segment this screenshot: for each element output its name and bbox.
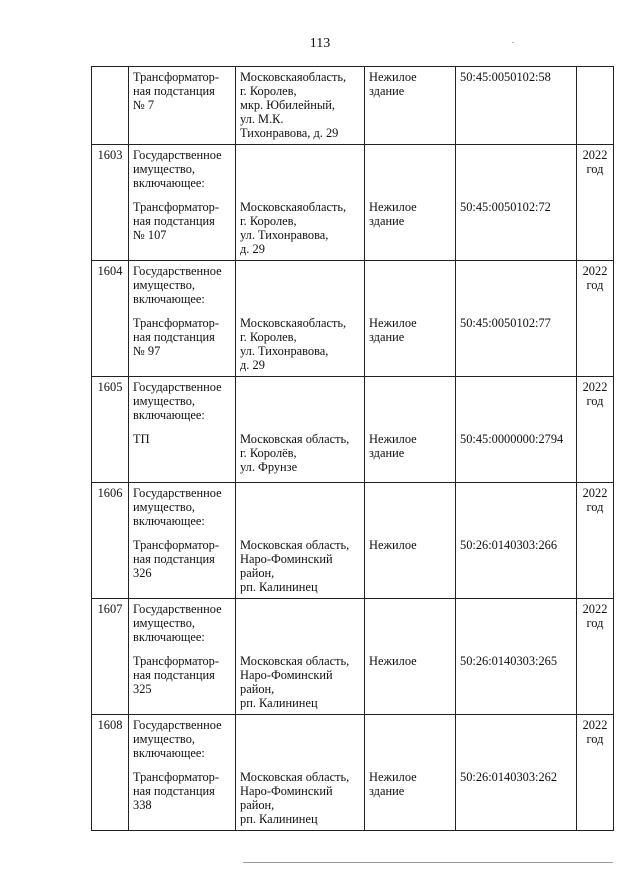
cell-cadastral (456, 599, 577, 715)
address-line: рп. Калининец (240, 580, 318, 594)
name-line: 338 (133, 798, 152, 812)
row-number: 1604 (97, 264, 123, 278)
year-line: 2022 (582, 264, 608, 278)
group-label (133, 148, 231, 190)
cell-cadastral (456, 67, 577, 145)
address-line: Московскаяобласть, (240, 200, 347, 214)
property-register-table (91, 66, 614, 831)
year-line: 2022 (582, 148, 608, 162)
name-line: ная подстанция (133, 552, 215, 566)
cell-spacer (240, 264, 360, 316)
cell-type (365, 261, 456, 377)
cell-address (236, 483, 365, 599)
table-row (92, 483, 614, 599)
address-line: Московская область, (240, 432, 350, 446)
cell-address (236, 377, 365, 483)
group-line: имущество, (133, 162, 195, 176)
table-row (92, 145, 614, 261)
cell-number (92, 715, 129, 831)
type-line: Нежилое (369, 432, 417, 446)
cell-name (129, 377, 236, 483)
cell-name (129, 715, 236, 831)
type-line: здание (369, 84, 405, 98)
address-line: Московскаяобласть, (240, 70, 347, 84)
table-row (92, 377, 614, 483)
cell-number (92, 261, 129, 377)
address-line: ул. Фрунзе (240, 460, 298, 474)
type-line: Нежилое (369, 538, 417, 552)
group-line: Государственное (133, 264, 222, 278)
table-row (92, 261, 614, 377)
cadastral-number: 50:26:0140303:265 (460, 654, 558, 668)
name-line: ная подстанция (133, 214, 215, 228)
name-line: ная подстанция (133, 784, 215, 798)
cadastral-number: 50:45:0050102:72 (460, 200, 551, 214)
cell-type (365, 715, 456, 831)
cadastral-number: 50:45:0000000:2794 (460, 432, 564, 446)
cell-spacer (460, 718, 572, 770)
cell-address (236, 599, 365, 715)
table-row (92, 599, 614, 715)
cell-cadastral (456, 483, 577, 599)
group-line: включающее: (133, 176, 205, 190)
cell-spacer (369, 486, 451, 538)
address-line: мкр. Юбилейный, (240, 98, 335, 112)
group-line: Государственное (133, 486, 222, 500)
year-line: 2022 (582, 486, 608, 500)
year-line: 2022 (582, 718, 608, 732)
group-label (133, 718, 231, 760)
type-line: Нежилое (369, 200, 417, 214)
address-line: Наро-Фоминский (240, 668, 333, 682)
cell-cadastral (456, 261, 577, 377)
cell-address (236, 261, 365, 377)
address-line: г. Королёв, (240, 446, 297, 460)
cell-spacer (460, 380, 572, 432)
address-line: район, (240, 798, 275, 812)
cell-year (577, 145, 614, 261)
type-line: здание (369, 446, 405, 460)
year-line: год (586, 500, 604, 514)
cell-address (236, 715, 365, 831)
cell-year (577, 715, 614, 831)
type-line: Нежилое (369, 316, 417, 330)
name-line: 325 (133, 682, 152, 696)
cell-spacer (240, 380, 360, 432)
address-line: г. Королев, (240, 214, 297, 228)
address-line: Московская область, (240, 654, 350, 668)
name-line: Трансформатор- (133, 316, 220, 330)
group-line: имущество, (133, 732, 195, 746)
row-number: 1607 (97, 602, 123, 616)
address-line: рп. Калининец (240, 812, 318, 826)
cell-spacer (369, 718, 451, 770)
group-line: включающее: (133, 292, 205, 306)
address-line: д. 29 (240, 242, 265, 256)
cell-type (365, 145, 456, 261)
page-number: 113 (309, 36, 331, 51)
row-number: 1603 (97, 148, 123, 162)
cell-name (129, 67, 236, 145)
name-line: Трансформатор- (133, 70, 220, 84)
row-number: 1606 (97, 486, 123, 500)
cell-year (577, 377, 614, 483)
type-line: Нежилое (369, 654, 417, 668)
table-body (92, 67, 614, 831)
year-line: год (586, 394, 604, 408)
cell-type (365, 67, 456, 145)
cell-cadastral (456, 715, 577, 831)
cell-name (129, 261, 236, 377)
group-line: имущество, (133, 616, 195, 630)
name-line: Трансформатор- (133, 538, 220, 552)
group-line: Государственное (133, 148, 222, 162)
group-line: включающее: (133, 746, 205, 760)
cell-number (92, 67, 129, 145)
cadastral-number: 50:45:0050102:77 (460, 316, 551, 330)
group-line: включающее: (133, 408, 205, 422)
table-row (92, 715, 614, 831)
type-line: Нежилое (369, 770, 417, 784)
group-label (133, 264, 231, 306)
cell-name (129, 599, 236, 715)
cell-number (92, 145, 129, 261)
cell-address (236, 67, 365, 145)
table-row-continuation (92, 67, 614, 145)
scan-speck (512, 42, 514, 43)
address-line: г. Королев, (240, 330, 297, 344)
cell-spacer (460, 148, 572, 200)
address-line: рп. Калининец (240, 696, 318, 710)
cell-name (129, 483, 236, 599)
cadastral-number: 50:45:0050102:58 (460, 70, 551, 84)
address-line: район, (240, 566, 275, 580)
year-line: год (586, 162, 604, 176)
year-line: 2022 (582, 602, 608, 616)
type-line: здание (369, 330, 405, 344)
cell-number (92, 483, 129, 599)
address-line: Наро-Фоминский (240, 552, 333, 566)
cell-spacer (369, 602, 451, 654)
cell-year (577, 67, 614, 145)
cell-year (577, 483, 614, 599)
address-line: Московская область, (240, 538, 350, 552)
type-line: Нежилое (369, 70, 417, 84)
name-line: ная подстанция (133, 84, 215, 98)
year-line: год (586, 616, 604, 630)
bottom-rule (243, 862, 613, 863)
address-line: ул. М.К. (240, 112, 284, 126)
name-line: ная подстанция (133, 668, 215, 682)
name-line: № 7 (133, 98, 155, 112)
cell-spacer (369, 264, 451, 316)
group-label (133, 602, 231, 644)
cell-spacer (240, 718, 360, 770)
address-line: район, (240, 682, 275, 696)
cell-year (577, 261, 614, 377)
cell-spacer (460, 602, 572, 654)
cell-number (92, 377, 129, 483)
cell-address (236, 145, 365, 261)
group-line: имущество, (133, 278, 195, 292)
address-line: г. Королев, (240, 84, 297, 98)
year-line: год (586, 278, 604, 292)
type-line: здание (369, 214, 405, 228)
row-number: 1608 (97, 718, 123, 732)
cell-spacer (460, 264, 572, 316)
cadastral-number: 50:26:0140303:262 (460, 770, 558, 784)
cell-spacer (369, 148, 451, 200)
group-label (133, 486, 231, 528)
group-label (133, 380, 231, 422)
address-line: Наро-Фоминский (240, 784, 333, 798)
cell-spacer (460, 486, 572, 538)
year-line: 2022 (582, 380, 608, 394)
cell-type (365, 599, 456, 715)
name-line: ТП (133, 432, 150, 446)
cell-type (365, 377, 456, 483)
year-line: год (586, 732, 604, 746)
address-line: ул. Тихонравова, (240, 344, 329, 358)
cadastral-number: 50:26:0140303:266 (460, 538, 558, 552)
name-line: Трансформатор- (133, 654, 220, 668)
name-line: Трансформатор- (133, 200, 220, 214)
type-line: здание (369, 784, 405, 798)
cell-cadastral (456, 145, 577, 261)
cell-spacer (240, 486, 360, 538)
cell-type (365, 483, 456, 599)
address-line: ул. Тихонравова, (240, 228, 329, 242)
cell-name (129, 145, 236, 261)
cell-spacer (240, 148, 360, 200)
cell-spacer (240, 602, 360, 654)
group-line: включающее: (133, 630, 205, 644)
name-line: № 97 (133, 344, 161, 358)
group-line: имущество, (133, 500, 195, 514)
group-line: Государственное (133, 602, 222, 616)
address-line: Московскаяобласть, (240, 316, 347, 330)
name-line: Трансформатор- (133, 770, 220, 784)
cell-spacer (369, 380, 451, 432)
cell-cadastral (456, 377, 577, 483)
cell-number (92, 599, 129, 715)
group-line: имущество, (133, 394, 195, 408)
address-line: Московская область, (240, 770, 350, 784)
name-line: № 107 (133, 228, 167, 242)
group-line: включающее: (133, 514, 205, 528)
group-line: Государственное (133, 718, 222, 732)
address-line: д. 29 (240, 358, 265, 372)
address-line: Тихонравова, д. 29 (240, 126, 339, 140)
row-number: 1605 (97, 380, 123, 394)
cell-year (577, 599, 614, 715)
name-line: ная подстанция (133, 330, 215, 344)
group-line: Государственное (133, 380, 222, 394)
name-line: 326 (133, 566, 152, 580)
